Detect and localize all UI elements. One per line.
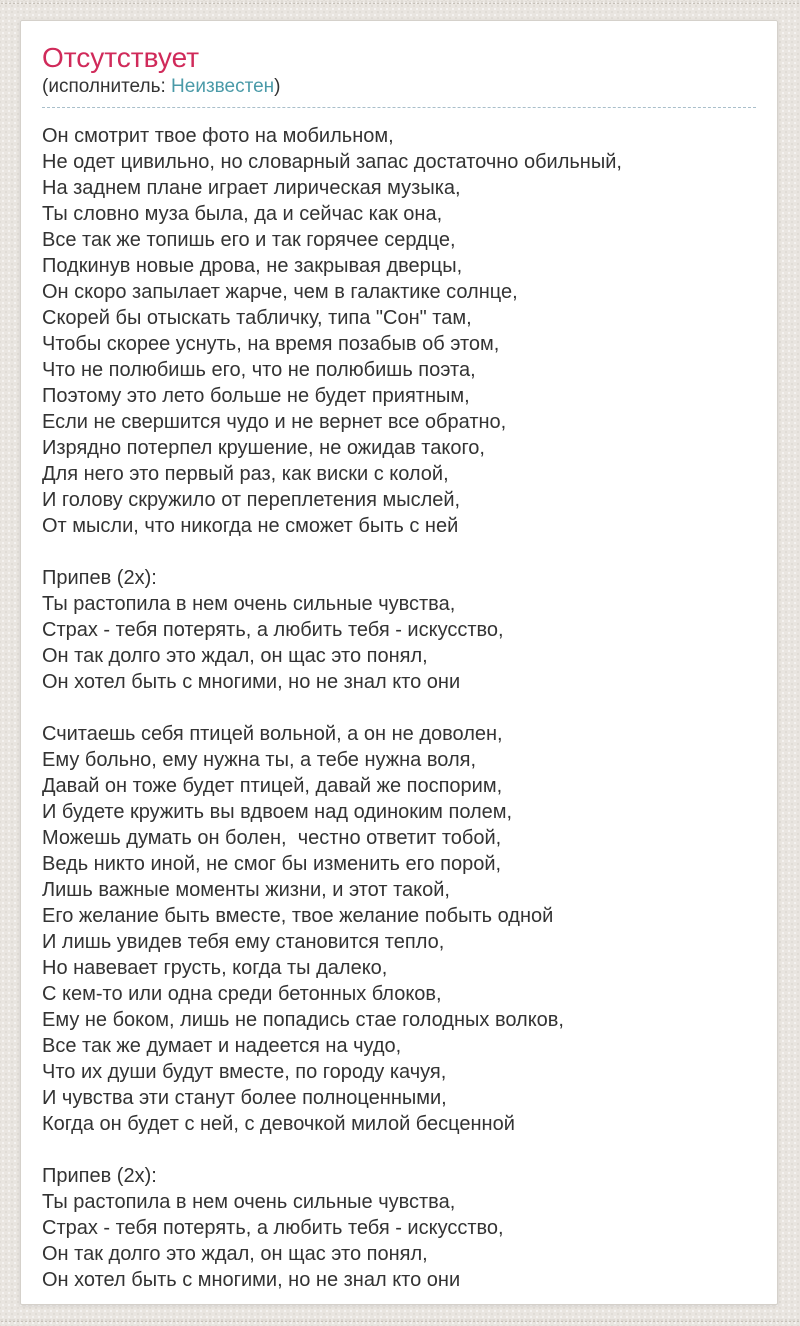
lyric-line: Не одет цивильно, но словарный запас достаточно обильный, <box>42 151 622 173</box>
song-title: Отсутствует <box>42 42 200 73</box>
bottom-dotted-texture <box>0 1319 800 1322</box>
lyric-line: Он так долго это ждал, он щас это понял, <box>42 1243 428 1265</box>
lyric-line: Для него это первый раз, как виски с колой, <box>42 463 449 485</box>
lyric-line: Давай он тоже будет птицей, давай же поспорим, <box>42 775 503 797</box>
artist-link[interactable]: Неизвестен <box>171 76 275 97</box>
lyric-line: Припев (2х): <box>42 567 157 589</box>
lyrics-text <box>42 123 756 1293</box>
lyric-line: Что не полюбишь его, что не полюбишь поэта, <box>42 359 476 381</box>
lyric-line: И чувства эти станут более полноценными, <box>42 1087 447 1109</box>
lyric-line: Его желание быть вместе, твое желание побыть одной <box>42 905 554 927</box>
lyric-line: Лишь важные моменты жизни, и этот такой, <box>42 879 450 901</box>
lyric-line: Когда он будет с ней, с девочкой милой бесценной <box>42 1113 515 1135</box>
stanza <box>42 123 756 539</box>
lyric-line: И голову скружило от переплетения мыслей, <box>42 489 461 511</box>
lyric-line: Ему больно, ему нужна ты, а тебе нужна воля, <box>42 749 476 771</box>
lyric-line: Ведь никто иной, не смог бы изменить его порой, <box>42 853 502 875</box>
artist-line <box>42 76 756 108</box>
lyric-line: Страх - тебя потерять, а любить тебя - искусство, <box>42 619 504 641</box>
lyric-line: Он хотел быть с многими, но не знал кто они <box>42 671 461 693</box>
lyric-line: Скорей бы отыскать табличку, типа "Сон" там, <box>42 307 472 329</box>
lyric-line: Поэтому это лето больше не будет приятным, <box>42 385 470 407</box>
lyric-line: И лишь увидев тебя ему становится тепло, <box>42 931 445 953</box>
lyric-line: Что их души будут вместе, по городу качуя, <box>42 1061 447 1083</box>
lyric-line: Он скоро запылает жарче, чем в галактике солнце, <box>42 281 518 303</box>
lyric-line: Все так же топишь его и так горячее сердце, <box>42 229 456 251</box>
lyric-line: Ему не боком, лишь не попадись стае голодных волков, <box>42 1009 564 1031</box>
lyric-line: Все так же думает и надеется на чудо, <box>42 1035 402 1057</box>
lyric-line: Можешь думать он болен, честно ответит тобой, <box>42 827 502 849</box>
lyric-line: Чтобы скорее уснуть, на время позабыв об этом, <box>42 333 500 355</box>
stanza <box>42 565 756 695</box>
lyric-line: Считаешь себя птицей вольной, а он не доволен, <box>42 723 503 745</box>
lyric-line: От мысли, что никогда не сможет быть с ней <box>42 515 459 537</box>
lyric-line: Изрядно потерпел крушение, не ожидав такого, <box>42 437 485 459</box>
lyric-line: Ты растопила в нем очень сильные чувства, <box>42 593 456 615</box>
lyric-line: И будете кружить вы вдвоем над одиноким полем, <box>42 801 513 823</box>
lyric-line: Он смотрит твое фото на мобильном, <box>42 125 394 147</box>
lyric-line: Но навевает грусть, когда ты далеко, <box>42 957 388 979</box>
lyric-line: С кем-то или одна среди бетонных блоков, <box>42 983 442 1005</box>
lyric-line: Он так долго это ждал, он щас это понял, <box>42 645 428 667</box>
lyric-line: Если не свершится чудо и не вернет все обратно, <box>42 411 507 433</box>
lyrics-card <box>20 20 778 1305</box>
lyric-line: Припев (2х): <box>42 1165 157 1187</box>
lyric-line: Ты словно муза была, да и сейчас как она, <box>42 203 443 225</box>
lyric-line: Он хотел быть с многими, но не знал кто они <box>42 1269 461 1291</box>
lyric-line: Страх - тебя потерять, а любить тебя - искусство, <box>42 1217 504 1239</box>
artist-label: (исполнитель: <box>42 76 172 97</box>
top-dotted-texture <box>0 1 800 4</box>
lyric-line: Ты растопила в нем очень сильные чувства, <box>42 1191 456 1213</box>
lyric-line: Подкинув новые дрова, не закрывая дверцы, <box>42 255 463 277</box>
artist-label-close: ) <box>274 76 281 97</box>
lyric-line: На заднем плане играет лирическая музыка, <box>42 177 461 199</box>
stanza <box>42 721 756 1137</box>
stanza <box>42 1163 756 1293</box>
